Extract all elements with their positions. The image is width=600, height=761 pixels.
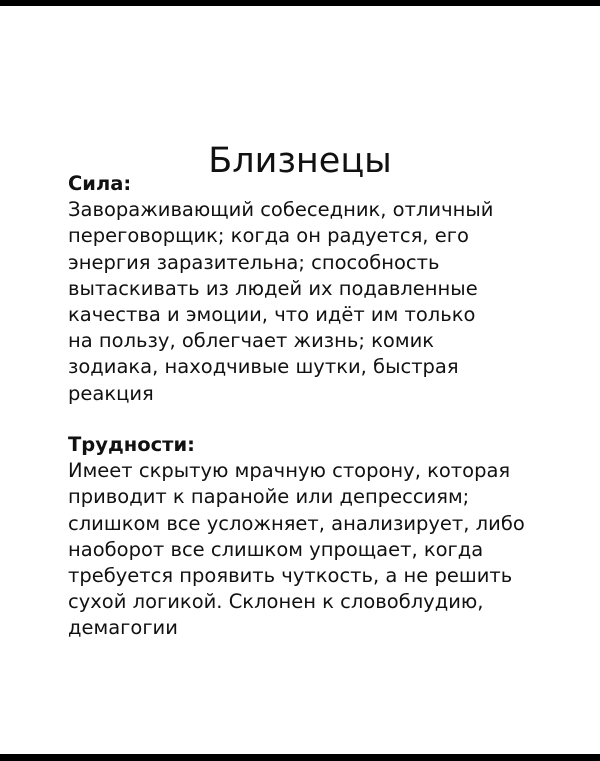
strengths-line: энергия заразительна; способность [68, 250, 440, 274]
strengths-heading: Сила: [68, 172, 132, 195]
difficulties-heading: Трудности: [68, 433, 195, 456]
difficulties-line: слишком все усложняет, анализирует, либо [68, 511, 525, 535]
strengths-line: вытаскивать из людей их подавленные [68, 276, 478, 300]
difficulties-line: сухой логикой. Склонен к словоблудию, [68, 590, 484, 614]
strengths-line: реакция [68, 381, 154, 405]
strengths-line: качества и эмоции, что идёт им только [68, 303, 476, 327]
strengths-line: Завораживающий собеседник, отличный [68, 198, 494, 222]
strengths-section [68, 171, 568, 407]
page-title: Близнецы [208, 141, 392, 182]
difficulties-line: требуется проявить чуткость, а не решить [68, 564, 513, 588]
document-page [0, 6, 600, 754]
strengths-line: зодиака, находчивые шутки, быстрая [68, 355, 459, 379]
difficulties-line: Имеет скрытую мрачную сторону, которая [68, 459, 511, 483]
strengths-text [68, 197, 568, 407]
difficulties-line: наоборот все слишком упрощает, когда [68, 537, 484, 561]
difficulties-text [68, 458, 568, 641]
strengths-line: переговорщик; когда он радуется, его [68, 224, 469, 248]
difficulties-section [68, 432, 568, 642]
difficulties-line: демагогии [68, 616, 178, 640]
difficulties-line: приводит к паранойе или депрессиям; [68, 485, 470, 509]
strengths-line: на пользу, облегчает жизнь; комик [68, 329, 435, 353]
